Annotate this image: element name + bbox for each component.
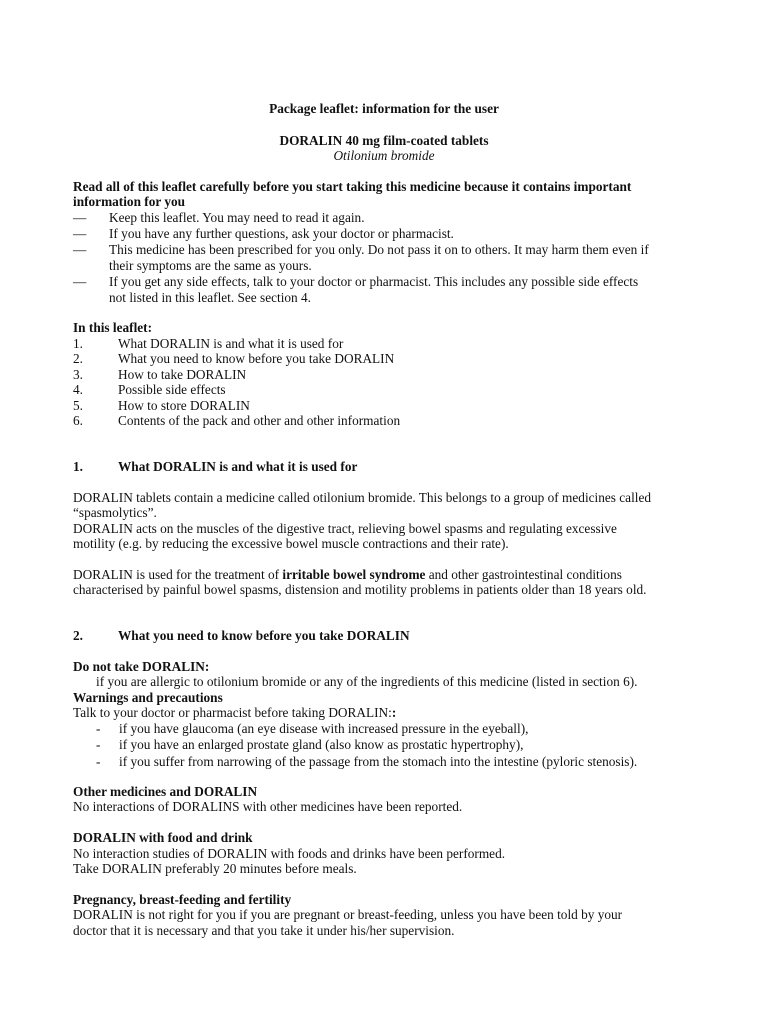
section2-number: 2. [73, 628, 83, 643]
product-name: DORALIN 40 mg film-coated tablets [279, 133, 489, 148]
minus-bullet: - [96, 754, 101, 769]
intro-bullet-continued: their symptoms are the same as yours. [109, 258, 312, 273]
dash-bullet: — [73, 274, 87, 289]
intro-bullet: Keep this leaflet. You may need to read it again. [109, 210, 365, 225]
intro-heading-line1: Read all of this leaflet carefully before you start taking this medicine because it contains important [73, 179, 632, 194]
usage-text: DORALIN is used for the treatment of [73, 567, 283, 582]
warning-item: if you have glaucoma (an eye disease with increased pressure in the eyeball), [119, 721, 529, 736]
warnings-heading: Warnings and precautions [73, 690, 223, 705]
intro-bullet: If you have any further questions, ask your doctor or pharmacist. [109, 226, 454, 241]
contents-item: How to take DORALIN [118, 367, 247, 382]
pregnancy-heading: Pregnancy, breast-feeding and fertility [73, 892, 292, 907]
section1-usage-paragraph: characterised by painful bowel spasms, distension and motility problems in patients older than 18 years old. [73, 582, 647, 597]
food-drink-text: No interaction studies of DORALIN with foods and drinks have been performed. [73, 846, 506, 861]
condition-name: irritable bowel syndrome [282, 567, 426, 582]
intro-heading-line2: information for you [73, 194, 186, 209]
contents-item: Contents of the pack and other and other information [118, 413, 401, 428]
other-medicines-text: No interactions of DORALINS with other medicines have been reported. [73, 799, 463, 814]
pregnancy-text: DORALIN is not right for you if you are pregnant or breast-feeding, unless you have been told by your [73, 907, 623, 922]
section2-title: What you need to know before you take DORALIN [118, 628, 410, 643]
warning-item: if you have an enlarged prostate gland (also know as prostatic hypertrophy), [119, 737, 524, 752]
contents-item-number: 1. [73, 336, 83, 351]
active-substance: Otilonium bromide [333, 148, 435, 163]
intro-bullet: If you get any side effects, talk to your doctor or pharmacist. This includes any possible side effects [109, 274, 639, 289]
contents-item-number: 5. [73, 398, 83, 413]
warnings-intro [73, 705, 396, 721]
other-medicines-heading: Other medicines and DORALIN [73, 784, 258, 799]
minus-bullet: - [96, 721, 101, 736]
pregnancy-text: doctor that it is necessary and that you take it under his/her supervision. [73, 923, 455, 938]
warnings-intro-colon: : [391, 705, 397, 720]
section1-paragraph: DORALIN tablets contain a medicine called otilonium bromide. This belongs to a group of medicines called [73, 490, 652, 505]
minus-bullet: - [96, 737, 101, 752]
section1-title: What DORALIN is and what it is used for [118, 459, 358, 474]
food-drink-heading: DORALIN with food and drink [73, 830, 253, 845]
contents-item-number: 6. [73, 413, 83, 428]
contents-item-number: 4. [73, 382, 83, 397]
dash-bullet: — [73, 242, 87, 257]
section1-number: 1. [73, 459, 83, 474]
contents-item-number: 2. [73, 351, 83, 366]
warning-item: if you suffer from narrowing of the passage from the stomach into the intestine (pyloric stenosis). [119, 754, 638, 769]
contents-item: What you need to know before you take DORALIN [118, 351, 395, 366]
contents-item-number: 3. [73, 367, 83, 382]
food-drink-text: Take DORALIN preferably 20 minutes before meals. [73, 861, 357, 876]
contents-item: What DORALIN is and what it is used for [118, 336, 344, 351]
section1-usage-paragraph [73, 567, 622, 583]
section1-paragraph: motility (e.g. by reducing the excessive bowel muscle contractions and their rate). [73, 536, 509, 551]
do-not-take-heading: Do not take DORALIN: [73, 659, 210, 674]
dash-bullet: — [73, 210, 87, 225]
section1-paragraph: “spasmolytics”. [73, 505, 157, 520]
dash-bullet: — [73, 226, 87, 241]
leaflet-title: Package leaflet: information for the user [269, 101, 499, 116]
do-not-take-text: if you are allergic to otilonium bromide or any of the ingredients of this medicine (listed in section 6). [96, 674, 638, 689]
contents-heading: In this leaflet: [73, 320, 153, 335]
contents-item: How to store DORALIN [118, 398, 250, 413]
contents-item: Possible side effects [118, 382, 226, 397]
warnings-intro-text: Talk to your doctor or pharmacist before taking DORALIN: [73, 705, 392, 720]
intro-bullet-continued: not listed in this leaflet. See section 4. [109, 290, 311, 305]
usage-text-continued: and other gastrointestinal conditions [425, 567, 622, 582]
section1-paragraph: DORALIN acts on the muscles of the digestive tract, relieving bowel spasms and regulating excessive [73, 521, 617, 536]
intro-bullet: This medicine has been prescribed for you only. Do not pass it on to others. It may harm them even if [109, 242, 649, 257]
